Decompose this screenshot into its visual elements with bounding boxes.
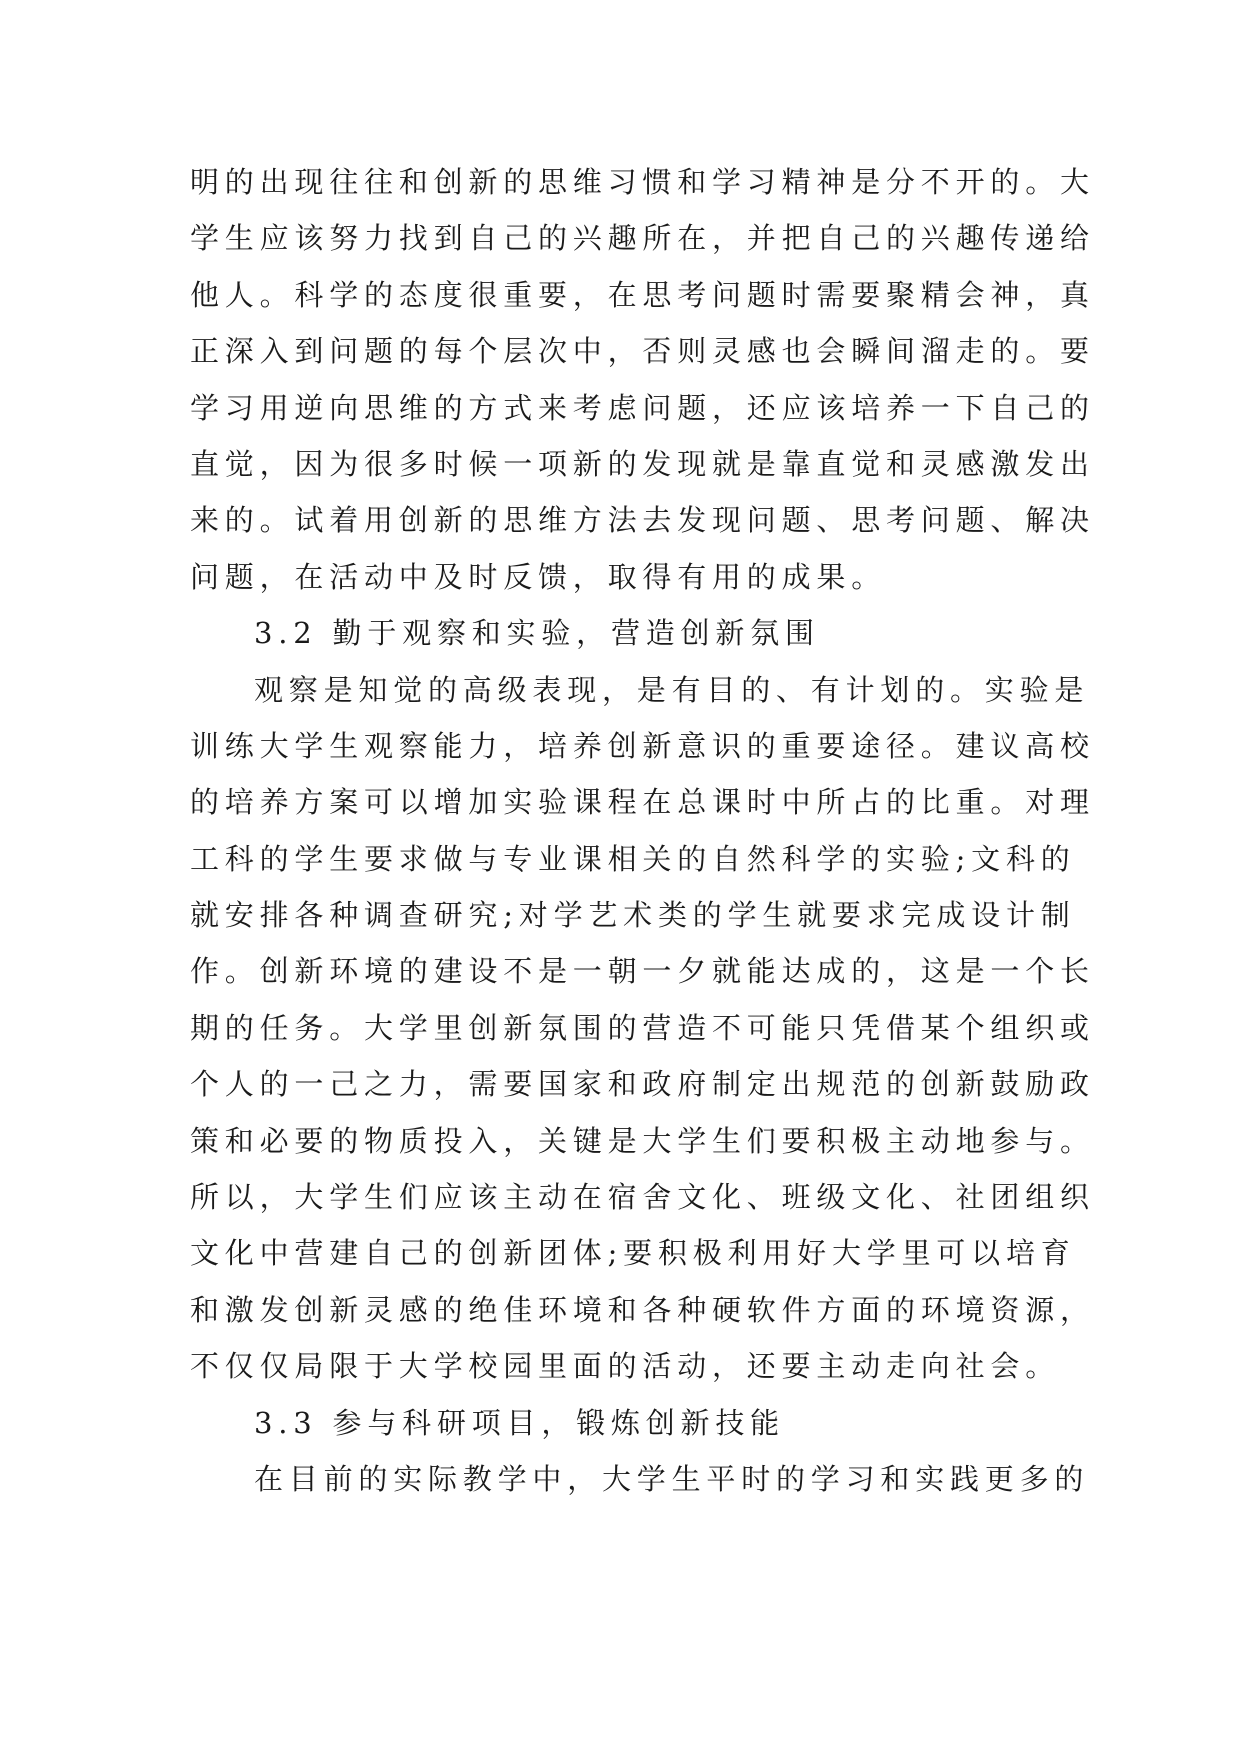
text-line: 明的出现往往和创新的思维习惯和学习精神是分不开的。大 xyxy=(190,165,1095,199)
text-line: 就安排各种调查研究;对学艺术类的学生就要求完成设计制 xyxy=(190,898,1076,933)
text-line: 他人。科学的态度很重要，在思考问题时需要聚精会神，真 xyxy=(190,277,1095,312)
section-heading-3-3: 3.3 参与科研项目，锻炼创新技能 xyxy=(254,1405,785,1440)
paragraph-start: 观察是知觉的高级表现，是有目的、有计划的。实验是 xyxy=(254,672,1090,707)
text-line: 不仅仅局限于大学校园里面的活动，还要主动走向社会。 xyxy=(190,1349,1061,1384)
text-line: 训练大学生观察能力，培养创新意识的重要途径。建议高校 xyxy=(190,728,1095,763)
text-line: 工科的学生要求做与专业课相关的自然科学的实验;文科的 xyxy=(190,841,1076,876)
paragraph-start: 在目前的实际教学中，大学生平时的学习和实践更多的 xyxy=(254,1461,1090,1496)
text-line: 期的任务。大学里创新氛围的营造不可能只凭借某个组织或 xyxy=(190,1010,1095,1045)
text-line: 学生应该努力找到自己的兴趣所在，并把自己的兴趣传递给 xyxy=(190,221,1095,256)
text-line: 作。创新环境的建设不是一朝一夕就能达成的，这是一个长 xyxy=(190,954,1095,989)
body-text xyxy=(190,154,1095,1507)
text-line: 正深入到问题的每个层次中，否则灵感也会瞬间溜走的。要 xyxy=(190,334,1095,369)
text-line: 和激发创新灵感的绝佳环境和各种硬软件方面的环境资源， xyxy=(190,1292,1095,1327)
text-line: 文化中营建自己的创新团体;要积极利用好大学里可以培育 xyxy=(190,1236,1076,1271)
text-line: 问题，在活动中及时反馈，取得有用的成果。 xyxy=(190,559,887,594)
text-line: 直觉，因为很多时候一项新的发现就是靠直觉和灵感激发出 xyxy=(190,446,1095,481)
section-heading-3-2: 3.2 勤于观察和实验，营造创新氛围 xyxy=(254,616,820,651)
text-line: 策和必要的物质投入，关键是大学生们要积极主动地参与。 xyxy=(190,1123,1095,1158)
text-line: 所以，大学生们应该主动在宿舍文化、班级文化、社团组织 xyxy=(190,1180,1095,1215)
text-line: 个人的一己之力，需要国家和政府制定出规范的创新鼓励政 xyxy=(190,1067,1095,1102)
text-line: 学习用逆向思维的方式来考虑问题，还应该培养一下自己的 xyxy=(190,390,1095,425)
text-line: 来的。试着用创新的思维方法去发现问题、思考问题、解决 xyxy=(190,503,1095,538)
text-line: 的培养方案可以增加实验课程在总课时中所占的比重。对理 xyxy=(190,785,1095,820)
